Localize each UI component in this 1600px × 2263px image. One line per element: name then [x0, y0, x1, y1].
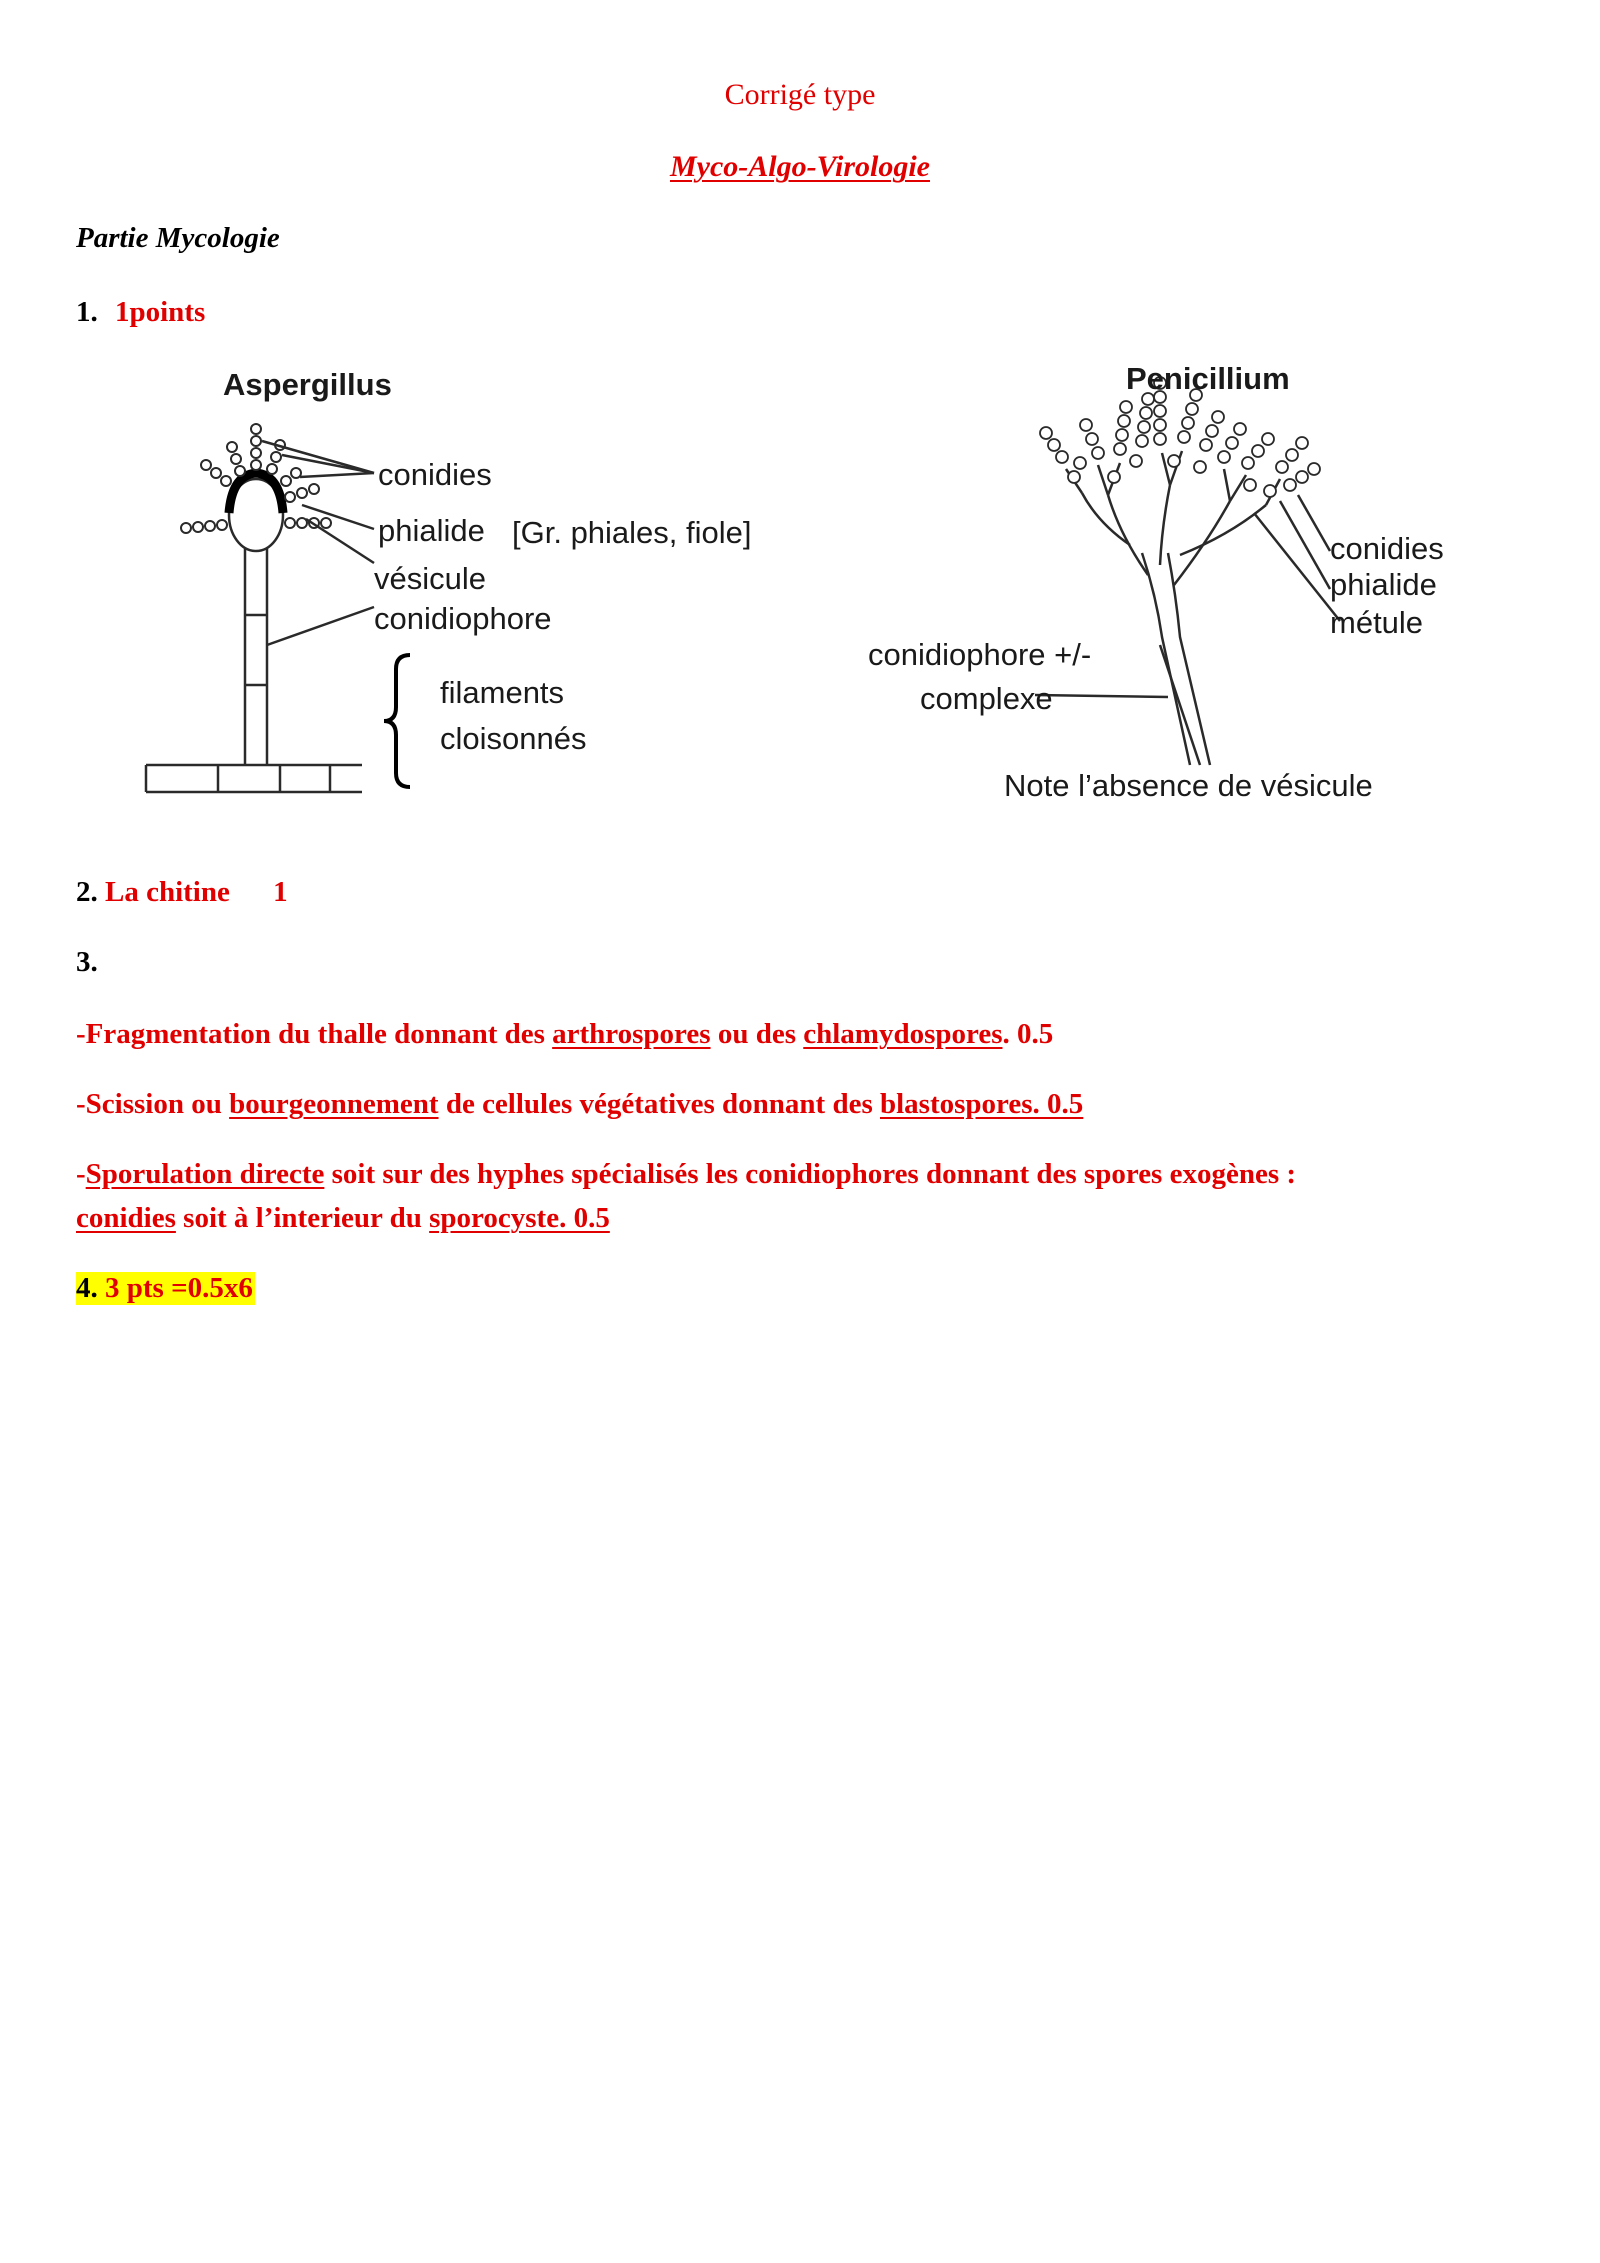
- question-1-answer: 1points: [115, 296, 206, 328]
- text-segment: -Scission ou: [76, 1088, 230, 1120]
- keyword-chlamydospores: chlamydospores: [803, 1018, 1003, 1050]
- question-1-number: 1.: [76, 296, 98, 328]
- section-heading: Partie Mycologie: [76, 222, 280, 254]
- aspergillus-label-filaments: filaments: [440, 675, 565, 710]
- keyword-arthrospores: arthrospores: [552, 1018, 711, 1050]
- aspergillus-label-vesicule: vésicule: [374, 561, 486, 596]
- penicillium-diagram: [1035, 377, 1340, 765]
- text-segment: ou des: [710, 1018, 804, 1050]
- aspergillus-label-phialide: phialide: [378, 513, 485, 548]
- question-3-answer-line-3: [76, 1158, 1296, 1191]
- question-2-answer: La chitine: [105, 876, 230, 908]
- aspergillus-label-conidies: conidies: [378, 457, 492, 492]
- aspergillus-diagram: [146, 424, 410, 792]
- penicillium-label-conidiophore-line1: conidiophore +/-: [868, 637, 1092, 672]
- keyword-sporulation-directe: Sporulation directe: [85, 1158, 325, 1190]
- penicillium-label-metule: métule: [1330, 605, 1424, 640]
- question-3-answer-line-2: [76, 1088, 1083, 1121]
- keyword-conidies: conidies: [76, 1202, 176, 1234]
- keyword-blastospores: blastospores. 0.5: [880, 1088, 1084, 1120]
- text-segment: soit sur des hyphes spécialisés les conidiophores donnant des spores exogènes :: [324, 1158, 1297, 1190]
- fungi-figure: [130, 345, 1460, 825]
- text-segment: de cellules végétatives donnant des: [438, 1088, 880, 1120]
- page-title: Corrigé type: [724, 78, 876, 111]
- aspergillus-title: Aspergillus: [223, 367, 392, 402]
- penicillium-label-conidiophore-line2: complexe: [920, 681, 1053, 716]
- aspergillus-label-conidiophore: conidiophore: [374, 601, 552, 636]
- question-1: [76, 296, 205, 329]
- question-3-answer-line-4: [76, 1202, 610, 1235]
- question-4: [76, 1272, 255, 1305]
- subject-title: Myco-Algo-Virologie: [670, 150, 930, 183]
- question-4-answer: 3 pts =0.5x6: [105, 1272, 253, 1304]
- text-segment: . 0.5: [1002, 1018, 1054, 1050]
- penicillium-label-phialide: phialide: [1330, 567, 1437, 602]
- aspergillus-label-cloisonnes: cloisonnés: [440, 721, 587, 756]
- penicillium-title: Penicillium: [1126, 361, 1290, 396]
- aspergillus-label-phialide-note: [Gr. phiales, fiole]: [512, 515, 752, 550]
- question-2-points: 1: [273, 876, 288, 908]
- text-segment: -Fragmentation du thalle donnant des: [76, 1018, 553, 1050]
- question-4-number: 4.: [76, 1272, 98, 1304]
- text-segment: -: [76, 1158, 86, 1190]
- keyword-sporocyste: sporocyste. 0.5: [429, 1202, 610, 1234]
- question-3-answer-line-1: [76, 1018, 1053, 1051]
- question-2-number: 2.: [76, 876, 98, 908]
- penicillium-label-conidies: conidies: [1330, 531, 1444, 566]
- question-3-number: 3.: [76, 946, 98, 978]
- text-segment: soit à l’interieur du: [175, 1202, 430, 1234]
- question-2: [76, 876, 288, 909]
- penicillium-note: Note l’absence de vésicule: [1004, 768, 1373, 803]
- keyword-bourgeonnement: bourgeonnement: [229, 1088, 439, 1120]
